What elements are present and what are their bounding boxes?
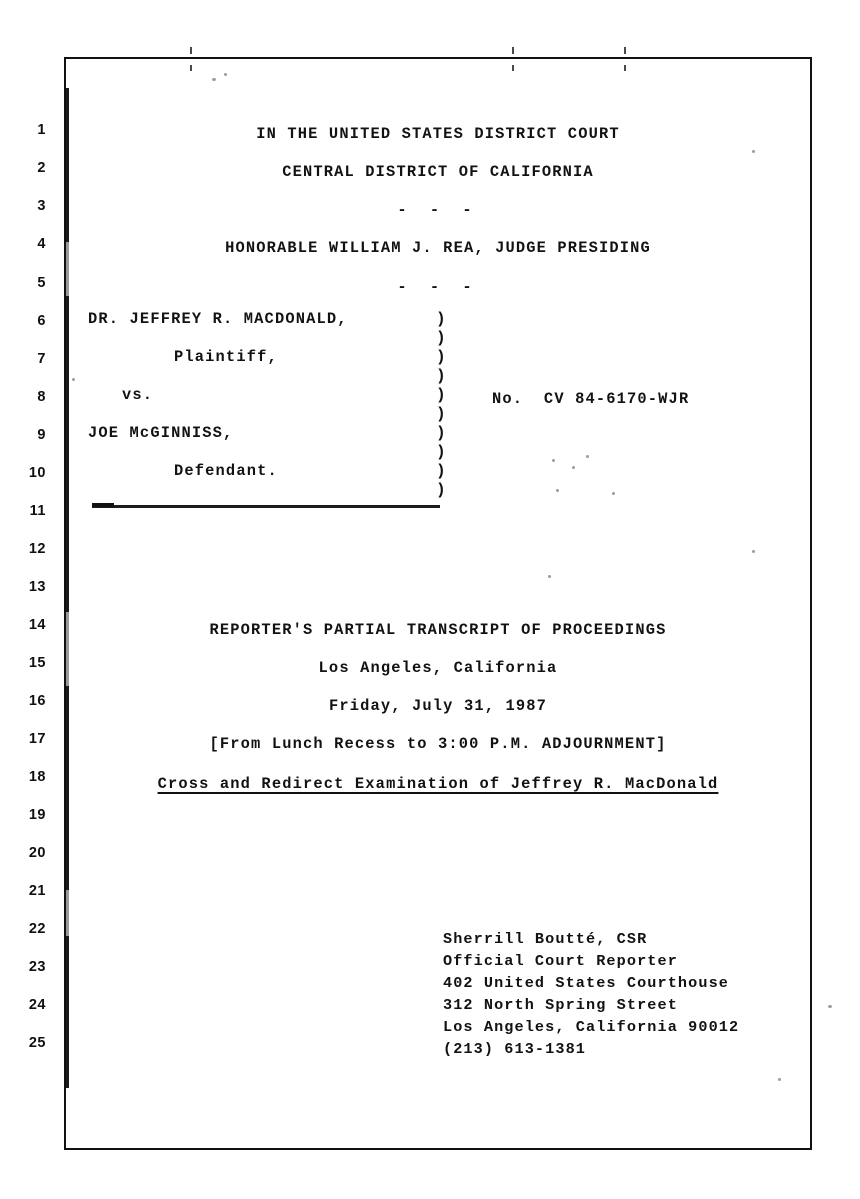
line-number: 5 bbox=[37, 275, 46, 291]
caption-paren: ) bbox=[436, 348, 446, 366]
line-number: 13 bbox=[28, 579, 46, 595]
judge-line: HONORABLE WILLIAM J. REA, JUDGE PRESIDING bbox=[225, 239, 651, 257]
court-name-line-1: IN THE UNITED STATES DISTRICT COURT bbox=[256, 125, 620, 143]
caption-underline-rule bbox=[92, 505, 440, 508]
line-number: 20 bbox=[28, 845, 46, 861]
line-number: 12 bbox=[28, 541, 46, 557]
caption-paren: ) bbox=[436, 462, 446, 480]
transcript-subject: Cross and Redirect Examination of Jeffrey R. MacDonald bbox=[157, 775, 719, 793]
margin-rule-line bbox=[66, 88, 69, 1088]
line-number: 9 bbox=[37, 427, 46, 443]
reporter-address-1: 402 United States Courthouse bbox=[443, 974, 729, 992]
separator-dashes-top: - - - bbox=[397, 201, 479, 219]
case-caption-block bbox=[88, 310, 458, 500]
defendant-name: JOE McGINNISS, bbox=[88, 424, 234, 442]
court-reporter-block bbox=[443, 928, 739, 1060]
line-number: 21 bbox=[28, 883, 46, 899]
line-number: 8 bbox=[37, 389, 46, 405]
plaintiff-role: Plaintiff, bbox=[174, 348, 278, 366]
line-number: 16 bbox=[28, 693, 46, 709]
line-number: 2 bbox=[37, 160, 46, 176]
reporter-phone: (213) 613-1381 bbox=[443, 1040, 586, 1058]
court-name-line-2: CENTRAL DISTRICT OF CALIFORNIA bbox=[282, 163, 594, 181]
caption-underline-stub bbox=[92, 503, 114, 507]
line-number: 6 bbox=[37, 313, 46, 329]
registration-tick-icon bbox=[512, 47, 514, 54]
transcript-title: REPORTER'S PARTIAL TRANSCRIPT OF PROCEEDINGS bbox=[209, 621, 667, 639]
scan-speckle bbox=[552, 459, 555, 462]
caption-row-plaintiff-name bbox=[88, 310, 458, 348]
plaintiff-name: DR. JEFFREY R. MACDONALD, bbox=[88, 310, 348, 328]
scan-speckle bbox=[752, 150, 755, 153]
line-number: 1 bbox=[37, 122, 46, 138]
scan-speckle bbox=[586, 455, 589, 458]
caption-paren: ) bbox=[436, 367, 446, 385]
scan-speckle bbox=[752, 550, 755, 553]
line-number: 23 bbox=[28, 959, 46, 975]
line-number: 11 bbox=[29, 503, 46, 519]
margin-rule-line-faded bbox=[66, 890, 69, 936]
scan-speckle bbox=[224, 73, 227, 76]
scan-speckle bbox=[72, 378, 75, 381]
registration-tick-icon bbox=[512, 65, 514, 71]
defendant-role: Defendant. bbox=[174, 462, 278, 480]
scan-speckle bbox=[556, 489, 559, 492]
case-number: No. CV 84-6170-WJR bbox=[492, 390, 690, 408]
caption-paren: ) bbox=[436, 443, 446, 461]
caption-row-plaintiff-role bbox=[88, 348, 458, 386]
caption-row-defendant-role bbox=[88, 462, 458, 500]
scan-speckle bbox=[612, 492, 615, 495]
caption-paren: ) bbox=[436, 386, 446, 404]
scan-speckle bbox=[572, 466, 575, 469]
versus-label: vs. bbox=[122, 386, 154, 404]
line-number-gutter bbox=[0, 0, 62, 1199]
caption-paren: ) bbox=[436, 481, 446, 499]
caption-paren: ) bbox=[436, 424, 446, 442]
caption-paren: ) bbox=[436, 329, 446, 347]
line-number: 7 bbox=[37, 351, 46, 367]
line-number: 22 bbox=[28, 921, 46, 937]
line-number: 3 bbox=[37, 198, 46, 214]
registration-tick-icon bbox=[190, 65, 192, 71]
line-number: 17 bbox=[28, 731, 46, 747]
line-number: 15 bbox=[28, 655, 46, 671]
reporter-name: Sherrill Boutté, CSR bbox=[443, 930, 648, 948]
line-number: 19 bbox=[28, 807, 46, 823]
line-number: 14 bbox=[28, 617, 46, 633]
reporter-address-2: 312 North Spring Street bbox=[443, 996, 678, 1014]
scan-speckle bbox=[828, 1005, 832, 1008]
scan-speckle bbox=[778, 1078, 781, 1081]
line-number: 25 bbox=[28, 1035, 46, 1051]
separator-dashes-bottom: - - - bbox=[397, 278, 479, 296]
transcript-location: Los Angeles, California bbox=[318, 659, 558, 677]
line-number: 10 bbox=[28, 465, 46, 481]
reporter-title: Official Court Reporter bbox=[443, 952, 678, 970]
scan-speckle bbox=[212, 78, 216, 81]
transcript-date: Friday, July 31, 1987 bbox=[328, 697, 548, 715]
caption-paren: ) bbox=[436, 310, 446, 328]
transcript-session-note: [From Lunch Recess to 3:00 P.M. ADJOURNMENT] bbox=[209, 735, 667, 753]
line-number: 18 bbox=[28, 769, 46, 785]
caption-row-versus bbox=[88, 386, 458, 424]
caption-row-defendant-name bbox=[88, 424, 458, 462]
reporter-address-3: Los Angeles, California 90012 bbox=[443, 1018, 740, 1036]
registration-tick-icon bbox=[190, 47, 192, 54]
registration-tick-icon bbox=[624, 47, 626, 54]
line-number: 4 bbox=[37, 236, 46, 252]
registration-tick-icon bbox=[624, 65, 626, 71]
scan-speckle bbox=[548, 575, 551, 578]
line-number: 24 bbox=[28, 997, 46, 1013]
caption-paren: ) bbox=[436, 405, 446, 423]
